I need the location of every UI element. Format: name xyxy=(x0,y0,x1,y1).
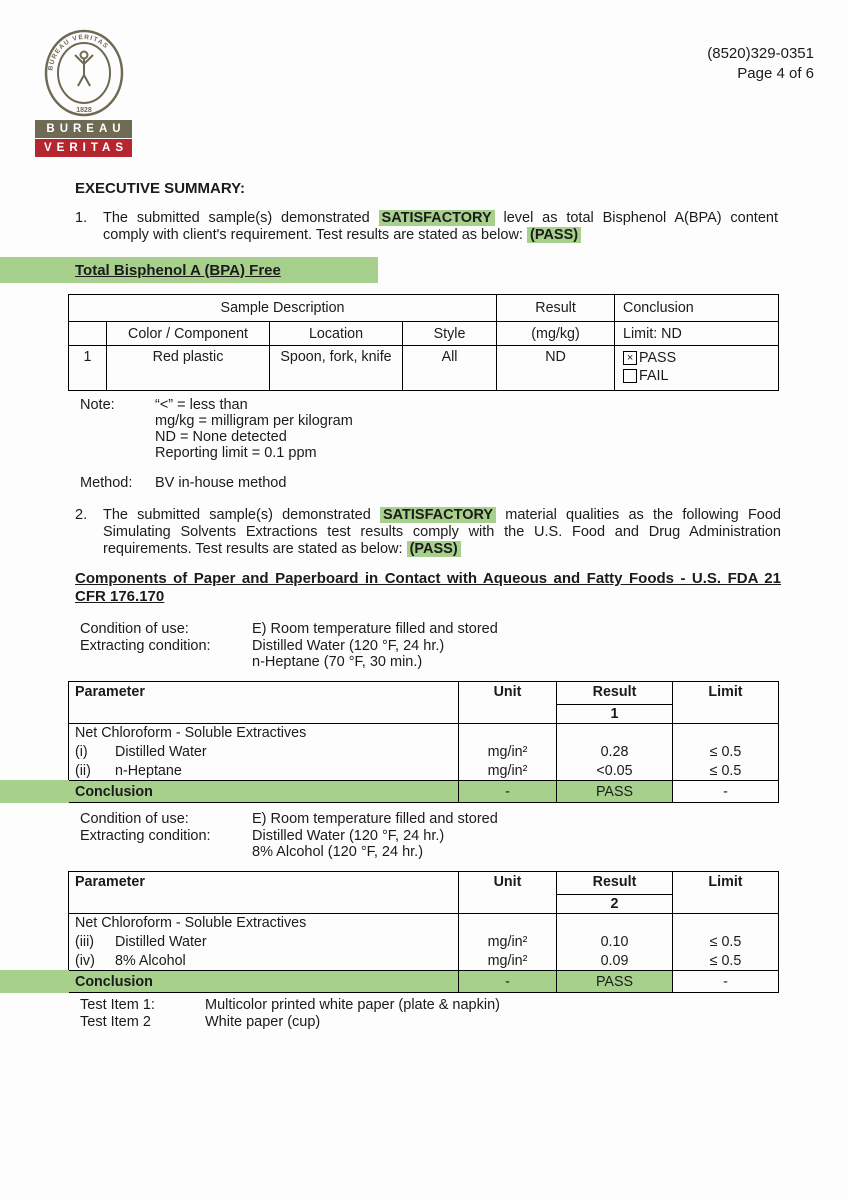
emblem-figure-icon xyxy=(75,55,93,86)
parameter-name: n-Heptane xyxy=(115,762,182,779)
cell-unit xyxy=(459,724,557,743)
item-number: 1. xyxy=(75,210,88,226)
condition-of-use-label: Condition of use: xyxy=(80,621,189,637)
extracting-condition-values xyxy=(252,828,498,861)
page-number: Page 4 of 6 xyxy=(737,65,814,82)
col-header-color-component: Color / Component xyxy=(107,322,270,346)
cell-style: All xyxy=(403,346,497,391)
checked-checkbox-icon: × xyxy=(623,351,637,365)
test-item-label: Test Item 2 xyxy=(80,1014,151,1030)
highlight-satisfactory: SATISFACTORY xyxy=(380,507,496,523)
cell-result: 0.10 xyxy=(557,933,673,952)
col-header-result: Result xyxy=(557,872,673,895)
col-header-parameter: Parameter xyxy=(69,682,459,724)
text-segment: level as total Bisphenol A(BPA) content comply with client's requirement. Test results are stated as below: xyxy=(103,210,778,243)
table-row xyxy=(69,743,779,762)
text-segment: material qualities as the following Food Simulating Solvents Extractions test results comply with the U.S. Food and Drug Administration requirements. Test results are stated as below: xyxy=(103,507,781,557)
col-header-style: Style xyxy=(403,322,497,346)
text-segment: The submitted sample(s) demonstrated xyxy=(103,210,379,226)
cell-unit: mg/in² xyxy=(459,933,557,952)
cell-unit: mg/in² xyxy=(459,952,557,971)
table-row xyxy=(69,762,779,781)
cell-limit: ≤ 0.5 xyxy=(673,743,779,762)
table-row xyxy=(69,724,779,743)
table-row xyxy=(69,914,779,933)
emblem-arc-text: BUREAU VERITAS xyxy=(46,33,110,72)
cell-unit: mg/in² xyxy=(459,762,557,781)
conclusion-row xyxy=(69,781,779,803)
conclusion-limit: - xyxy=(673,781,779,803)
condition-block-2 xyxy=(80,811,498,861)
col-header-sample-description: Sample Description xyxy=(69,295,497,322)
cell-result: 0.09 xyxy=(557,952,673,971)
col-header-result: Result xyxy=(557,682,673,705)
cell-result xyxy=(557,724,673,743)
cell-parameter xyxy=(69,952,459,971)
condition-of-use-label: Condition of use: xyxy=(80,811,189,827)
conclusion-unit: - xyxy=(459,781,557,803)
section-heading-fda xyxy=(75,570,781,605)
summary-item-2 xyxy=(75,507,781,558)
summary-item-2-text xyxy=(103,507,781,558)
unchecked-checkbox-icon xyxy=(623,369,637,383)
col-subheader-sample-2: 2 xyxy=(557,895,673,914)
parameter-index: (ii) xyxy=(75,762,91,779)
section-heading-bpa: Total Bisphenol A (BPA) Free xyxy=(75,261,281,279)
report-number: (8520)329-0351 xyxy=(707,45,814,62)
condition-of-use-value: E) Room temperature filled and stored xyxy=(252,811,498,827)
fail-label: FAIL xyxy=(639,368,669,384)
svg-text:BUREAU VERITAS xyxy=(47,34,110,71)
extracting-condition-values xyxy=(252,638,498,671)
highlight-pass: (PASS) xyxy=(527,227,581,243)
cell-limit xyxy=(673,914,779,933)
conclusion-label: Conclusion xyxy=(69,781,459,803)
section-heading-fda-text: Components of Paper and Paperboard in Contact with Aqueous and Fatty Foods - U.S. FDA 21 CFR 176.170 xyxy=(75,570,781,605)
parameter-name: Distilled Water xyxy=(115,934,207,950)
method-value: BV in-house method xyxy=(155,475,287,491)
conclusion-unit: - xyxy=(459,971,557,993)
parameter-index: (i) xyxy=(75,744,88,760)
cell-color-component: Red plastic xyxy=(107,346,270,391)
table-row xyxy=(69,933,779,952)
note-line: ND = None detected xyxy=(155,429,287,445)
cell-limit xyxy=(673,724,779,743)
cell-result: 0.28 xyxy=(557,743,673,762)
condition-of-use-value: E) Room temperature filled and stored xyxy=(252,621,498,637)
col-subheader-sample-1: 1 xyxy=(557,705,673,724)
note-lines xyxy=(155,397,353,461)
test-item-value: White paper (cup) xyxy=(205,1014,321,1030)
note-line: mg/kg = milligram per kilogram xyxy=(155,413,353,429)
col-header-no xyxy=(69,322,107,346)
highlight-satisfactory: SATISFACTORY xyxy=(379,210,495,226)
test-item-label: Test Item 1: xyxy=(80,997,155,1013)
note-line: Reporting limit = 0.1 ppm xyxy=(155,445,317,461)
item-number: 2. xyxy=(75,507,88,523)
extracting-condition-label: Extracting condition: xyxy=(80,637,211,654)
col-header-result: Result xyxy=(497,295,615,322)
summary-item-1-text xyxy=(103,210,778,244)
cell-limit: ≤ 0.5 xyxy=(673,952,779,971)
col-header-parameter: Parameter xyxy=(69,872,459,914)
executive-summary-title: EXECUTIVE SUMMARY: xyxy=(75,180,246,197)
col-header-location: Location xyxy=(270,322,403,346)
col-header-unit: Unit xyxy=(459,682,557,724)
bv-emblem-icon xyxy=(38,28,130,118)
green-band xyxy=(0,257,378,283)
bureau-veritas-logo xyxy=(35,28,132,157)
col-header-conclusion: Conclusion xyxy=(615,295,779,322)
extracting-condition-label: Extracting condition: xyxy=(80,827,211,844)
extracting-condition-line: Distilled Water (120 °F, 24 hr.) xyxy=(252,827,445,844)
cell-conclusion xyxy=(615,346,779,391)
method-label: Method: xyxy=(80,475,133,491)
conclusion-label: Conclusion xyxy=(69,971,459,993)
test-items-block xyxy=(80,997,500,1031)
parameter-name: Distilled Water xyxy=(115,744,207,760)
col-header-mgkg: (mg/kg) xyxy=(497,322,615,346)
condition-block-1 xyxy=(80,621,498,671)
cell-result: <0.05 xyxy=(557,762,673,781)
parameter-name: 8% Alcohol xyxy=(115,952,186,969)
cell-parameter xyxy=(69,743,459,762)
col-header-limit: Limit: ND xyxy=(615,322,779,346)
note-block xyxy=(80,397,353,461)
parameter-index: (iii) xyxy=(75,934,95,950)
test-item-value: Multicolor printed white paper (plate & napkin) xyxy=(205,997,500,1013)
cell-result xyxy=(557,914,673,933)
col-header-limit: Limit xyxy=(673,682,779,724)
cell-result: ND xyxy=(497,346,615,391)
cell-parameter xyxy=(69,933,459,952)
note-line: “<” = less than xyxy=(155,397,248,413)
logo-bar-veritas: VERITAS xyxy=(35,139,132,157)
pass-label: PASS xyxy=(639,350,677,366)
conclusion-result: PASS xyxy=(557,971,673,993)
summary-item-1 xyxy=(75,210,778,244)
fail-line xyxy=(623,367,772,385)
cell-unit: mg/in² xyxy=(459,743,557,762)
text-segment: The submitted sample(s) demonstrated xyxy=(103,507,380,523)
bpa-results-table xyxy=(68,294,779,391)
extracting-condition-line: Distilled Water (120 °F, 24 hr.) xyxy=(252,637,445,654)
fda-extraction-table-2 xyxy=(68,871,779,993)
cell-limit: ≤ 0.5 xyxy=(673,762,779,781)
table-row xyxy=(69,952,779,971)
emblem-year: 1828 xyxy=(75,107,92,114)
cell-unit xyxy=(459,914,557,933)
cell-parameter-group: Net Chloroform - Soluble Extractives xyxy=(69,724,459,743)
cell-limit: ≤ 0.5 xyxy=(673,933,779,952)
table-row xyxy=(69,346,779,391)
pass-line xyxy=(623,349,772,367)
col-header-unit: Unit xyxy=(459,872,557,914)
cell-location: Spoon, fork, knife xyxy=(270,346,403,391)
col-header-limit: Limit xyxy=(673,872,779,914)
extracting-condition-line: 8% Alcohol (120 °F, 24 hr.) xyxy=(252,844,424,860)
extracting-condition-line: n-Heptane (70 °F, 30 min.) xyxy=(252,654,423,670)
method-block xyxy=(80,475,286,491)
conclusion-result: PASS xyxy=(557,781,673,803)
cell-parameter xyxy=(69,762,459,781)
conclusion-limit: - xyxy=(673,971,779,993)
logo-bar-bureau: BUREAU xyxy=(35,120,132,138)
page-header-info xyxy=(707,44,814,84)
highlight-pass: (PASS) xyxy=(407,541,461,557)
note-label: Note: xyxy=(80,397,115,413)
parameter-index: (iv) xyxy=(75,952,95,969)
cell-parameter-group: Net Chloroform - Soluble Extractives xyxy=(69,914,459,933)
conclusion-row xyxy=(69,971,779,993)
cell-sample-no: 1 xyxy=(69,346,107,391)
fda-extraction-table-1 xyxy=(68,681,779,803)
